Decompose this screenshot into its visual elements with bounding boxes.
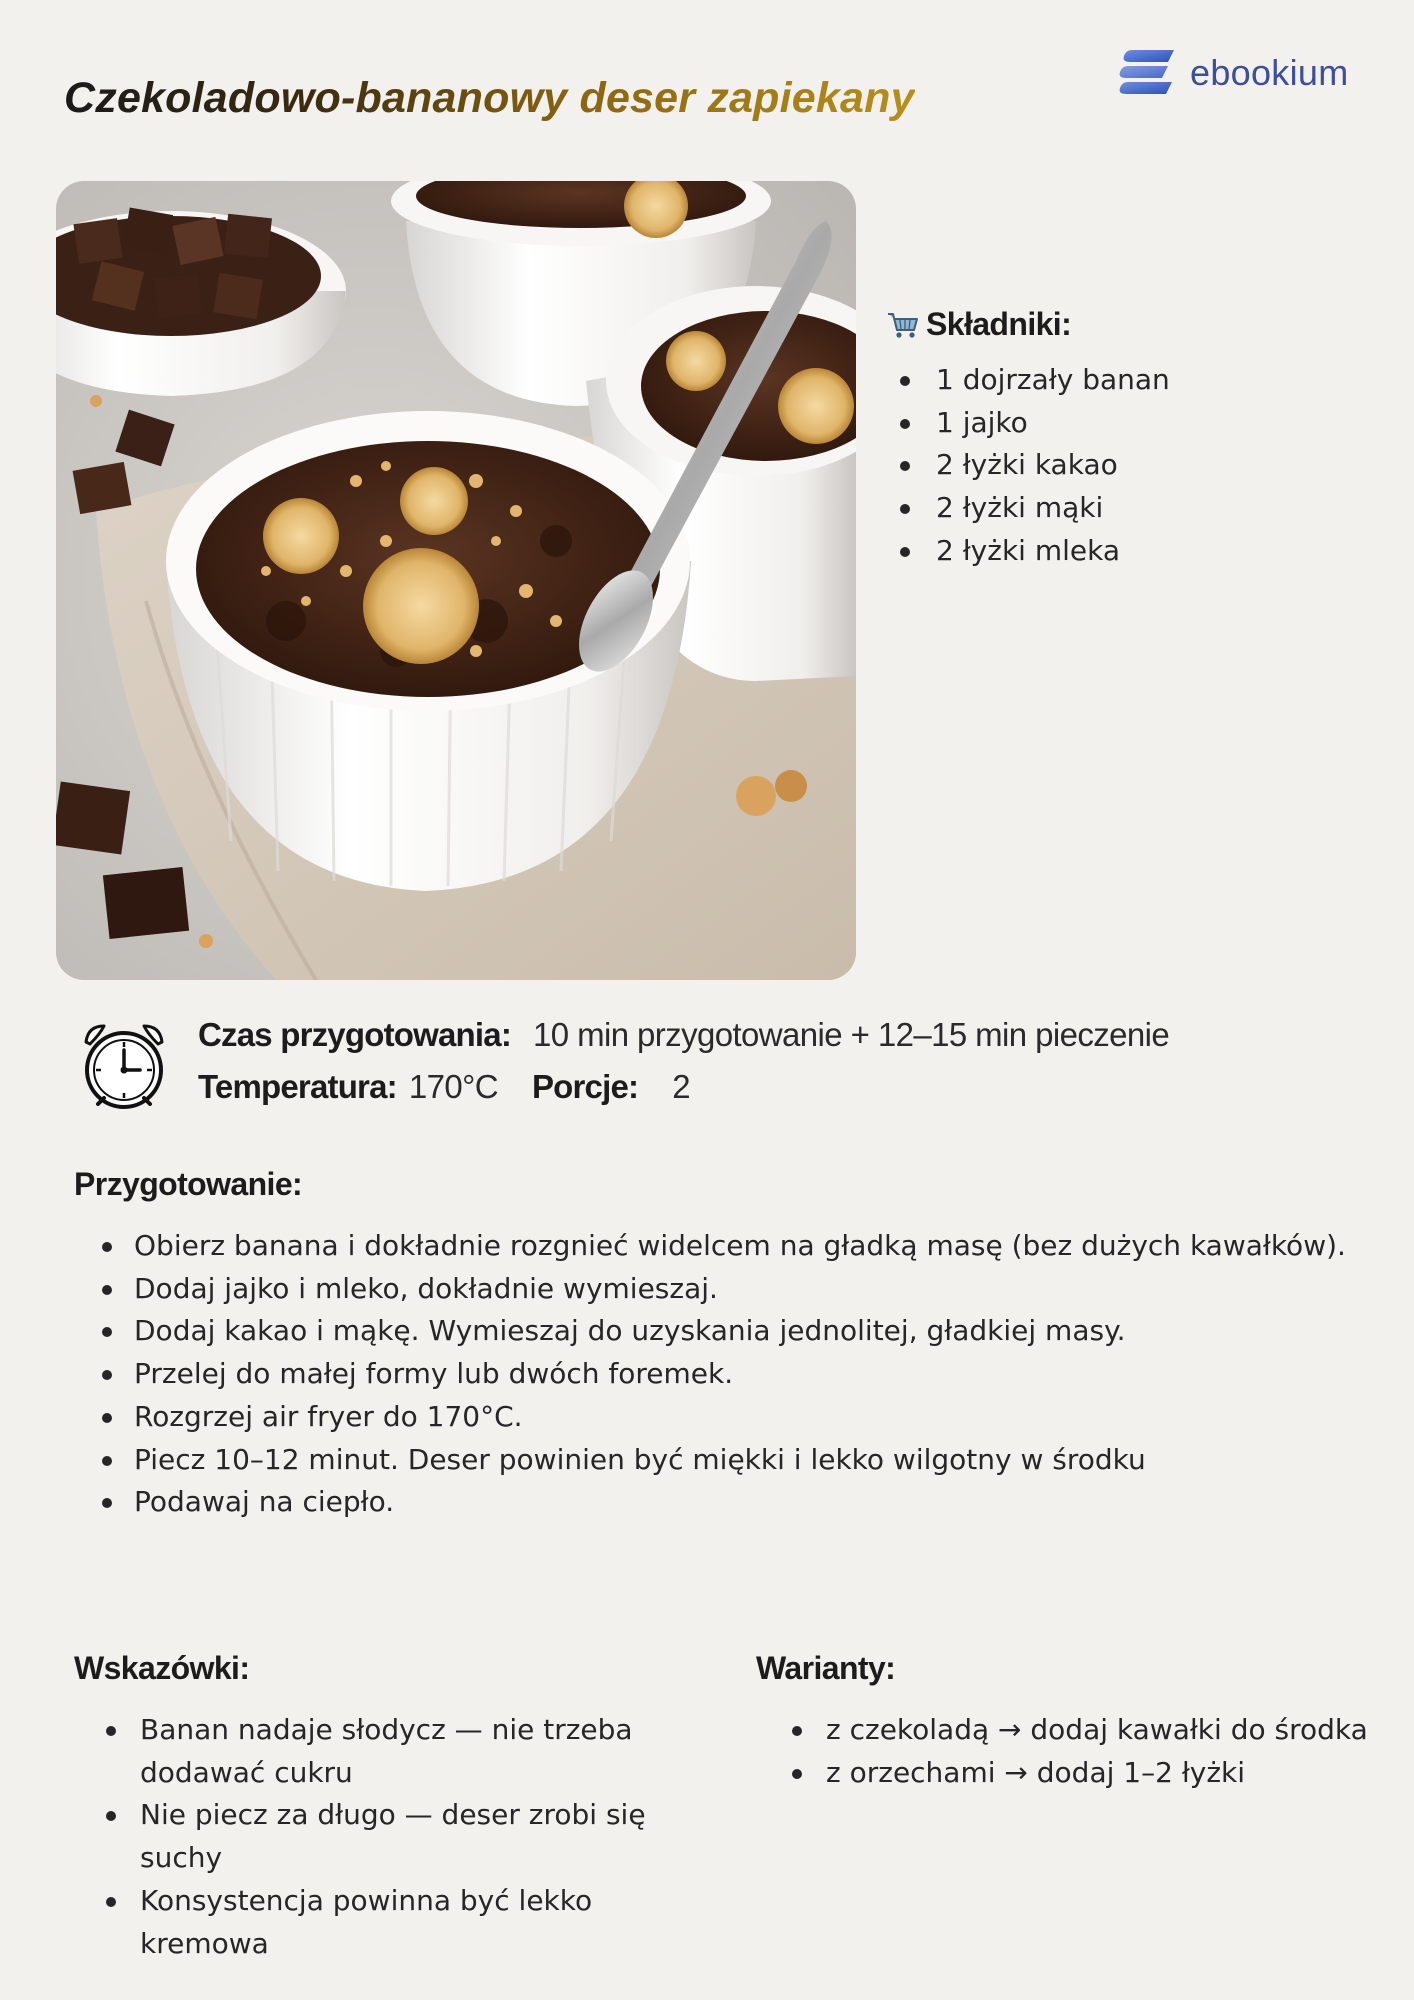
step-item: Obierz banana i dokładnie rozgnieć widelcem na gładką masę (bez dużych kawałków). — [74, 1225, 1374, 1268]
ingredients-section — [886, 306, 1366, 573]
recipe-meta — [198, 1016, 1169, 1120]
step-item: Piecz 10–12 minut. Deser powinien być miękki i lekko wilgotny w środku — [74, 1439, 1374, 1482]
prep-time-value: 10 min przygotowanie + 12–15 min pieczenie — [533, 1016, 1170, 1053]
tips-heading: Wskazówki: — [74, 1650, 250, 1686]
brand-logo[interactable] — [1118, 48, 1349, 98]
tips-section — [74, 1650, 674, 1965]
ingredients-heading — [886, 306, 1366, 343]
step-item: Przelej do małej formy lub dwóch foremek. — [74, 1353, 1374, 1396]
brand-name: ebookium — [1190, 52, 1349, 93]
variants-section — [756, 1650, 1396, 1794]
prep-time-label: Czas przygotowania: — [198, 1016, 512, 1053]
tip-item: Konsystencja powinna być lekko kremowa — [74, 1880, 674, 1965]
step-item: Dodaj kakao i mąkę. Wymieszaj do uzyskania jednolitej, gładkiej masy. — [74, 1310, 1374, 1353]
list-item: 2 łyżki mąki — [886, 487, 1366, 530]
temperature-label: Temperatura: — [198, 1068, 397, 1105]
variants-heading: Warianty: — [756, 1650, 896, 1686]
servings-label: Porcje: — [531, 1068, 639, 1105]
list-item: 1 jajko — [886, 402, 1366, 445]
list-item: 2 łyżki mleka — [886, 530, 1366, 573]
list-item: 2 łyżki kakao — [886, 444, 1366, 487]
preparation-steps — [74, 1225, 1374, 1524]
preparation-heading: Przygotowanie: — [74, 1166, 303, 1202]
list-item: 1 dojrzały banan — [886, 359, 1366, 402]
ingredients-heading-text: Składniki: — [926, 306, 1072, 342]
variant-item: z orzechami → dodaj 1–2 łyżki — [756, 1752, 1396, 1795]
variants-list — [756, 1709, 1396, 1794]
cart-icon — [886, 310, 920, 340]
step-item: Dodaj jajko i mleko, dokładnie wymieszaj. — [74, 1268, 1374, 1311]
servings-value: 2 — [672, 1068, 690, 1105]
temperature-value: 170°C — [408, 1068, 498, 1105]
tip-item: Nie piecz za długo — deser zrobi się suchy — [74, 1794, 674, 1879]
preparation-section — [74, 1166, 1374, 1524]
tip-item: Banan nadaje słodycz — nie trzeba dodawać cukru — [74, 1709, 674, 1794]
tips-list — [74, 1709, 674, 1965]
logo-icon — [1118, 48, 1178, 98]
step-item: Rozgrzej air fryer do 170°C. — [74, 1396, 1374, 1439]
step-item: Podawaj na ciepło. — [74, 1481, 1374, 1524]
page-title: Czekoladowo-bananowy deser zapiekany — [64, 74, 915, 122]
ingredients-list — [886, 359, 1366, 573]
alarm-clock-icon — [78, 1020, 170, 1112]
dessert-photo — [56, 181, 856, 980]
variant-item: z czekoladą → dodaj kawałki do środka — [756, 1709, 1396, 1752]
